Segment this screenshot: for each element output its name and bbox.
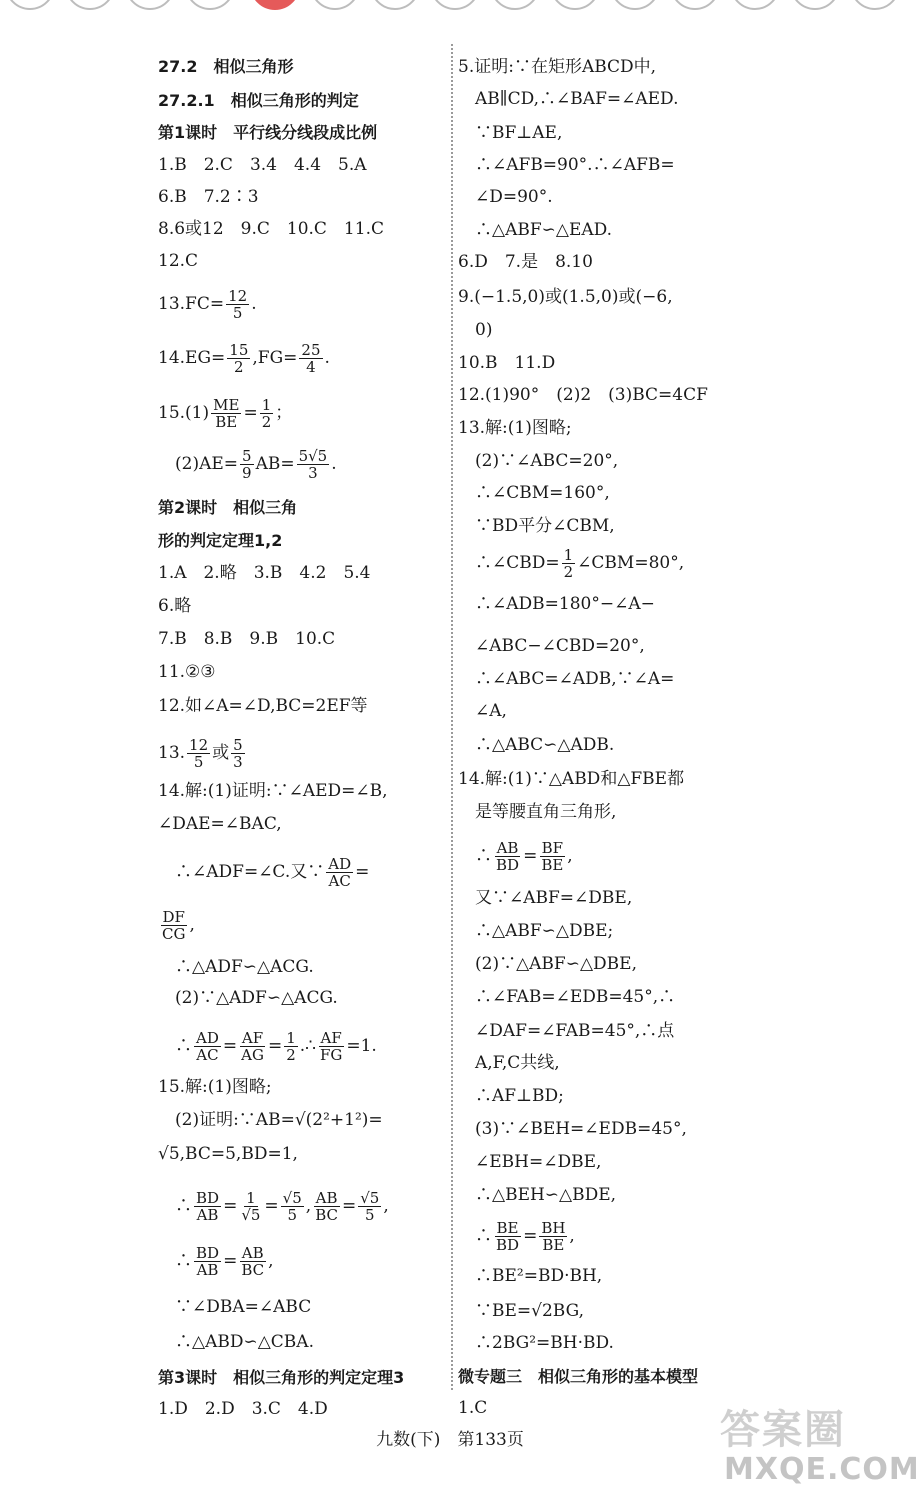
answer-text: AB= [255,454,295,474]
fraction-denominator: 5 [287,1206,297,1224]
circle [310,0,360,10]
section-heading: 第2课时 相似三角 [158,498,298,517]
answer-text: ∴ [158,1251,192,1271]
circle [185,0,235,10]
answer-line [158,856,369,889]
circle [550,0,600,10]
fraction-denominator: 5 [365,1206,375,1224]
answer-text: ∴ [158,1196,192,1216]
answer-line [158,397,292,430]
circle [490,0,540,10]
fraction-denominator: BC [241,1261,265,1279]
answer-line: 9.(−1.5,0)或(1.5,0)或(−6, [458,287,673,307]
fraction-denominator: 5 [232,304,243,322]
watermark-url: MXQE.COM [724,1452,920,1487]
fraction [297,448,330,481]
fraction-denominator: 2 [261,413,272,431]
fraction-numerator: 15 [229,341,249,359]
answer-text: 15.(1) [158,403,210,423]
answer-line [158,1190,389,1223]
answer-line: 1.D 2.D 3.C 4.D [158,1399,328,1419]
section-heading: 形的判定定理1,2 [158,531,283,550]
fraction-numerator: BH [541,1219,566,1237]
circle [790,0,840,10]
answer-line: 12.(1)90° (2)2 (3)BC=4CF [458,385,708,405]
answer-line: ∴△BEH∽△BDE, [458,1185,617,1205]
fraction-denominator: BD [496,1236,520,1254]
answer-line: 是等腰直角三角形, [458,802,617,822]
fraction [194,1030,221,1063]
fraction-numerator: BE [496,1219,519,1237]
answer-line: (3)∵∠BEH=∠EDB=45°, [458,1119,687,1139]
watermark-mark: 答案圈 [720,1407,846,1453]
answer-text: = [264,1196,279,1216]
fraction-numerator: DF [162,908,185,926]
page-footer: 九数(下) 第133页 [376,1430,524,1450]
answer-line: (2)∵△ABF∽△DBE, [458,954,637,974]
fraction-numerator: 5 [242,447,252,465]
answer-line: ∴∠ABC=∠ADB,∵∠A= [458,669,675,689]
answer-text: , [569,1226,575,1246]
fraction-denominator: 5 [193,753,204,771]
answer-line [158,737,247,770]
answer-line: 11.②③ [158,662,216,682]
fraction-denominator: AC [196,1046,219,1064]
circle [730,0,780,10]
circle [430,0,480,10]
fraction [299,342,322,375]
fraction [187,737,210,770]
answer-line: 1.A 2.略 3.B 4.2 5.4 [158,563,371,583]
fraction-denominator: 3 [308,464,318,482]
fraction-numerator: 1 [261,396,272,414]
answer-text: = [267,1036,283,1056]
answer-line: ∴△ABC∽△ADB. [458,735,615,755]
fraction-numerator: √5 [282,1189,302,1207]
answer-line: 10.B 11.D [458,353,556,373]
answer-text: ∴∠ADF=∠C.又∵ [158,862,325,882]
fraction [194,1245,221,1278]
fraction [240,448,254,481]
answer-line: ∴△ADF∽△ACG. [158,957,314,977]
answer-text: .∴ [299,1036,316,1056]
answer-line: ∠ABC−∠CBD=20°, [458,636,645,656]
fraction [239,1030,266,1063]
fraction [281,1190,304,1223]
fraction-numerator: 12 [189,736,209,754]
answer-line: ∵∠DBA=∠ABC [158,1297,312,1317]
watermark-logo [720,1398,920,1493]
answer-line: ∴∠ADB=180°−∠A− [458,594,655,614]
fraction-denominator: AB [196,1261,219,1279]
answer-text: 13. [158,743,186,763]
answer-line: ∴2BG²=BH·BD. [458,1333,614,1353]
answer-line: (2)∵△ADF∽△ACG. [158,988,338,1008]
fraction-numerator: AB [496,839,519,857]
fraction-denominator: AB [196,1206,219,1224]
section-heading: 第1课时 平行线分线段成比例 [158,123,378,142]
fraction-numerator: ME [213,396,240,414]
circle [370,0,420,10]
answer-text: , [268,1251,274,1271]
answer-text: ∴ [158,1036,192,1056]
answer-text: = [223,1196,238,1216]
answer-line [458,547,684,580]
circle [65,0,115,10]
fraction-numerator: 25 [301,341,321,359]
answer-text: = [355,862,370,882]
circle [610,0,660,10]
fraction [539,1220,567,1253]
fraction-numerator: BD [196,1244,220,1262]
answer-line: ∠EBH=∠DBE, [458,1152,602,1172]
answer-text: , [383,1196,389,1216]
answer-text: , [189,915,195,935]
fraction-numerator: 1 [286,1029,296,1047]
answer-line [158,342,330,375]
answer-line: ∴BE²=BD·BH, [458,1266,603,1286]
answer-text: ∴ [458,1226,492,1246]
fraction-denominator: AC [328,872,351,890]
answer-line: 5.证明:∵在矩形ABCD中, [458,57,657,77]
answer-line: 1.B 2.C 3.4 4.4 5.A [158,155,367,175]
answer-line: 6.B 7.2∶3 [158,187,259,207]
fraction [494,1220,521,1253]
fraction [494,840,521,873]
fraction-denominator: 2 [234,358,244,376]
fraction [318,1030,344,1063]
answer-line: 7.B 8.B 9.B 10.C [158,629,336,649]
fraction-numerator: BD [196,1189,220,1207]
answer-line: ∠DAF=∠FAB=45°,∴点 [458,1021,675,1041]
fraction-denominator: 2 [563,563,574,581]
fraction [160,909,187,942]
answer-text: = [523,1226,538,1246]
answer-text: ∴ [458,846,492,866]
fraction [358,1190,381,1223]
fraction [227,342,250,375]
answer-text: (2)AE= [158,454,239,474]
answer-text: . [324,348,330,368]
circle [125,0,175,10]
fraction-denominator: BC [315,1206,338,1224]
answer-line [158,448,337,481]
answer-line: ∵BF⊥AE, [458,123,563,143]
circle [670,0,720,10]
answer-line: 14.解:(1)证明:∵∠AED=∠B, [158,781,388,801]
answer-line: 又∵∠ABF=∠DBE, [458,888,633,908]
answer-text: = [223,1251,238,1271]
fraction-denominator: BE [541,856,564,874]
answer-line: ∴∠AFB=90°.∴∠AFB= [458,155,675,175]
circle [5,0,55,10]
section-heading: 27.2.1 相似三角形的判定 [158,91,359,110]
answer-line: 1.C [458,1398,488,1418]
answer-line: ∴△ABF∽△EAD. [458,220,613,240]
fraction-denominator: BD [496,856,520,874]
red-circle [250,0,300,10]
fraction [239,1190,262,1223]
answer-line: (2)证明:∵AB=√(2²+1²)= [158,1110,383,1130]
fraction-numerator: √5 [360,1189,380,1207]
answer-line: 14.解:(1)∵△ABD和△FBE都 [458,769,685,789]
answer-line [458,840,573,873]
answer-line: ∠D=90°. [458,187,553,207]
answer-line: 12.C [158,251,199,271]
top-circle-strip [0,0,900,14]
answer-text: , [305,1196,312,1216]
answer-line [158,1245,274,1278]
answer-line: 8.6或12 9.C 10.C 11.C [158,219,384,239]
section-heading: 第3课时 相似三角形的判定定理3 [158,1368,405,1387]
fraction [539,840,565,873]
fraction [231,737,245,770]
answer-line: 12.如∠A=∠D,BC=2EF等 [158,696,368,716]
fraction-denominator: 2 [286,1046,296,1064]
answer-text: ∠CBM=80°, [577,553,685,573]
answer-text: = [243,403,258,423]
answer-line: 6.D 7.是 8.10 [458,252,593,272]
fraction-numerator: AB [315,1189,338,1207]
answer-text: ； [275,403,293,423]
fraction-numerator: 5√5 [298,447,328,465]
fraction-denominator: BE [542,1236,565,1254]
answer-text: = [341,1196,357,1216]
fraction-denominator: AG [241,1046,264,1064]
fraction [194,1190,221,1223]
fraction-numerator: 1 [563,546,574,564]
answer-line: 0) [458,320,493,340]
fraction-denominator: CG [162,925,186,943]
answer-text: . [251,294,257,314]
answer-line [158,288,257,321]
answer-line: ∠A, [458,701,507,721]
answer-line: ∴△ABD∽△CBA. [158,1332,314,1352]
answer-line: ∴∠FAB=∠EDB=45°,∴ [458,987,676,1007]
fraction [226,288,249,321]
answer-line: ∴∠CBM=160°, [458,483,610,503]
answer-line: √5,BC=5,BD=1, [158,1144,298,1164]
fraction-numerator: AD [196,1029,219,1047]
fraction-denominator: BE [215,413,238,431]
answer-text: = [523,846,538,866]
fraction [260,397,274,430]
fraction-numerator: AD [328,855,352,873]
fraction-numerator: 1 [246,1189,256,1207]
answer-line [158,909,195,942]
fraction-numerator: AB [241,1244,264,1262]
answer-line: AB∥CD,∴∠BAF=∠AED. [458,89,679,109]
fraction-numerator: 5 [233,736,243,754]
section-heading: 27.2 相似三角形 [158,57,294,76]
fraction [326,856,353,889]
answer-line: ∴AF⊥BD; [458,1086,564,1106]
fraction [562,547,576,580]
answer-line: 13.解:(1)图略; [458,418,572,438]
answer-line: ∵BE=√2BG, [458,1301,584,1321]
fraction-numerator: 12 [228,287,248,305]
answer-text: ,FG= [252,348,298,368]
fraction [313,1190,340,1223]
fraction-denominator: FG [319,1046,343,1064]
answer-text: 或 [212,743,230,763]
answer-line: ∴△ABF∽△DBE; [458,921,614,941]
answer-text: . [331,454,337,474]
section-heading: 微专题三 相似三角形的基本模型 [458,1367,699,1386]
answer-text: , [567,846,573,866]
answer-line: (2)∵∠ABC=20°, [458,451,619,471]
fraction-numerator: BF [541,839,564,857]
answer-line: ∵BD平分∠CBM, [458,516,615,536]
fraction-denominator: √5 [241,1206,261,1224]
fraction [239,1245,266,1278]
fraction-numerator: AF [320,1029,342,1047]
answer-line: ∠DAE=∠BAC, [158,814,282,834]
answer-line: 15.解:(1)图略; [158,1077,272,1097]
circle [850,0,900,10]
fraction-denominator: 3 [233,753,243,771]
fraction [211,397,241,430]
answer-line: A,F,C共线, [458,1053,560,1073]
answer-text: = [222,1036,238,1056]
answer-text: 14.EG= [158,348,226,368]
fraction [284,1030,298,1063]
answer-line [458,1220,575,1253]
fraction-denominator: 9 [242,464,252,482]
answer-text: 13.FC= [158,294,225,314]
column-divider [451,44,453,1390]
answer-line [158,1030,377,1063]
answer-line: 6.略 [158,596,192,616]
answer-text: ∴∠CBD= [458,553,560,573]
fraction-numerator: AF [241,1029,264,1047]
fraction-denominator: 4 [306,358,316,376]
answer-text: =1. [346,1036,377,1056]
